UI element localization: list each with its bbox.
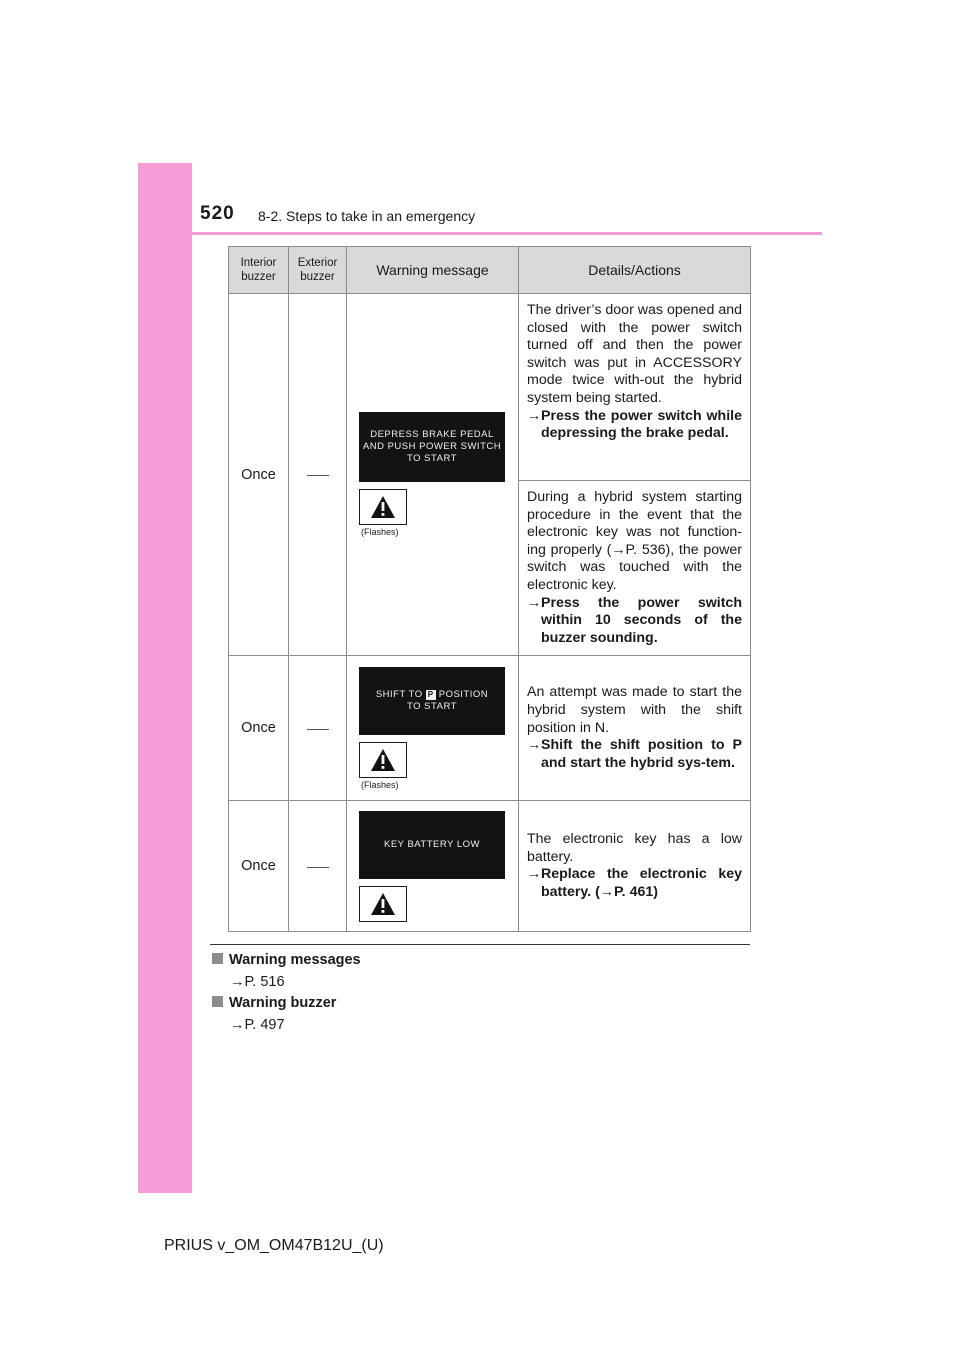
note-heading-warning-messages: Warning messages	[212, 952, 361, 968]
arrow-icon: →	[527, 737, 542, 754]
arrow-icon: →	[527, 866, 542, 883]
bullet-square-icon	[212, 996, 223, 1007]
page-reference-link[interactable]: →P. 497	[230, 1017, 285, 1033]
col-interior-buzzer: Interior buzzer	[229, 247, 289, 294]
bullet-square-icon	[212, 953, 223, 964]
header-rule	[138, 232, 822, 235]
display-message-image: KEY BATTERY LOW	[359, 811, 505, 879]
exterior-buzzer-cell	[289, 801, 347, 932]
table-row	[229, 294, 751, 481]
col-details-actions: Details/Actions	[519, 247, 751, 294]
arrow-icon: →	[527, 407, 542, 424]
p-position-badge: P	[427, 689, 434, 699]
side-tab-bar	[138, 163, 192, 1193]
note-heading-warning-buzzer: Warning buzzer	[212, 995, 336, 1011]
warning-icon	[359, 886, 407, 922]
detail-text: During a hybrid system starting procedure in the event that the electronic key was not function-ing properly (→P. 536), the power switch was touched with the electronic key.	[527, 489, 742, 593]
details-cell	[519, 656, 751, 801]
warning-icon	[359, 742, 407, 778]
section-title: 8-2. Steps to take in an emergency	[258, 208, 476, 224]
warning-message-cell	[347, 294, 519, 656]
dash-mark	[307, 867, 329, 868]
col-warning-message: Warning message	[347, 247, 519, 294]
dash-mark	[307, 475, 329, 476]
table-header-row	[229, 247, 751, 294]
detail-text: The electronic key has a low battery.	[527, 831, 742, 865]
table-row	[229, 801, 751, 932]
page-reference-link[interactable]: →P. 516	[230, 974, 285, 990]
action-text: → Press the power switch within 10 seconds of the buzzer sounding.	[527, 594, 742, 646]
flashes-note: (Flashes)	[361, 779, 399, 790]
detail-text: The driver’s door was opened and closed with the power switch turned off and then the power switch was put in ACCESSORY mode twice with-out the hybrid system being started.	[527, 302, 742, 406]
flashes-note: (Flashes)	[361, 527, 399, 538]
col-exterior-buzzer: Exterior buzzer	[289, 247, 347, 294]
details-cell	[519, 801, 751, 932]
detail-text: An attempt was made to start the hybrid system with the shift position in N.	[527, 684, 742, 736]
section-divider	[210, 944, 750, 945]
details-cell	[519, 294, 751, 481]
action-text: → Shift the shift position to P and start the hybrid sys-tem.	[527, 737, 742, 771]
page-number: 520	[200, 203, 235, 224]
arrow-icon: →	[527, 594, 542, 611]
exterior-buzzer-cell	[289, 294, 347, 656]
table-row	[229, 656, 751, 801]
exterior-buzzer-cell	[289, 656, 347, 801]
warning-icon	[359, 489, 407, 525]
action-text: → Press the power switch while depressing the brake pedal.	[527, 407, 742, 442]
details-cell	[519, 481, 751, 656]
warning-message-cell	[347, 801, 519, 932]
warning-table	[228, 246, 751, 932]
display-message-image: SHIFT TO P POSITION TO START	[359, 667, 505, 735]
warning-message-cell	[347, 656, 519, 801]
interior-buzzer-cell: Once	[229, 656, 289, 801]
action-text: → Replace the electronic key battery. (→P. 461)	[527, 866, 742, 900]
dash-mark	[307, 729, 329, 730]
interior-buzzer-cell: Once	[229, 801, 289, 932]
interior-buzzer-cell: Once	[229, 294, 289, 656]
display-message-image: DEPRESS BRAKE PEDAL AND PUSH POWER SWITCH TO START	[359, 412, 505, 482]
footer-doc-code: PRIUS v_OM_OM47B12U_(U)	[164, 1237, 384, 1254]
